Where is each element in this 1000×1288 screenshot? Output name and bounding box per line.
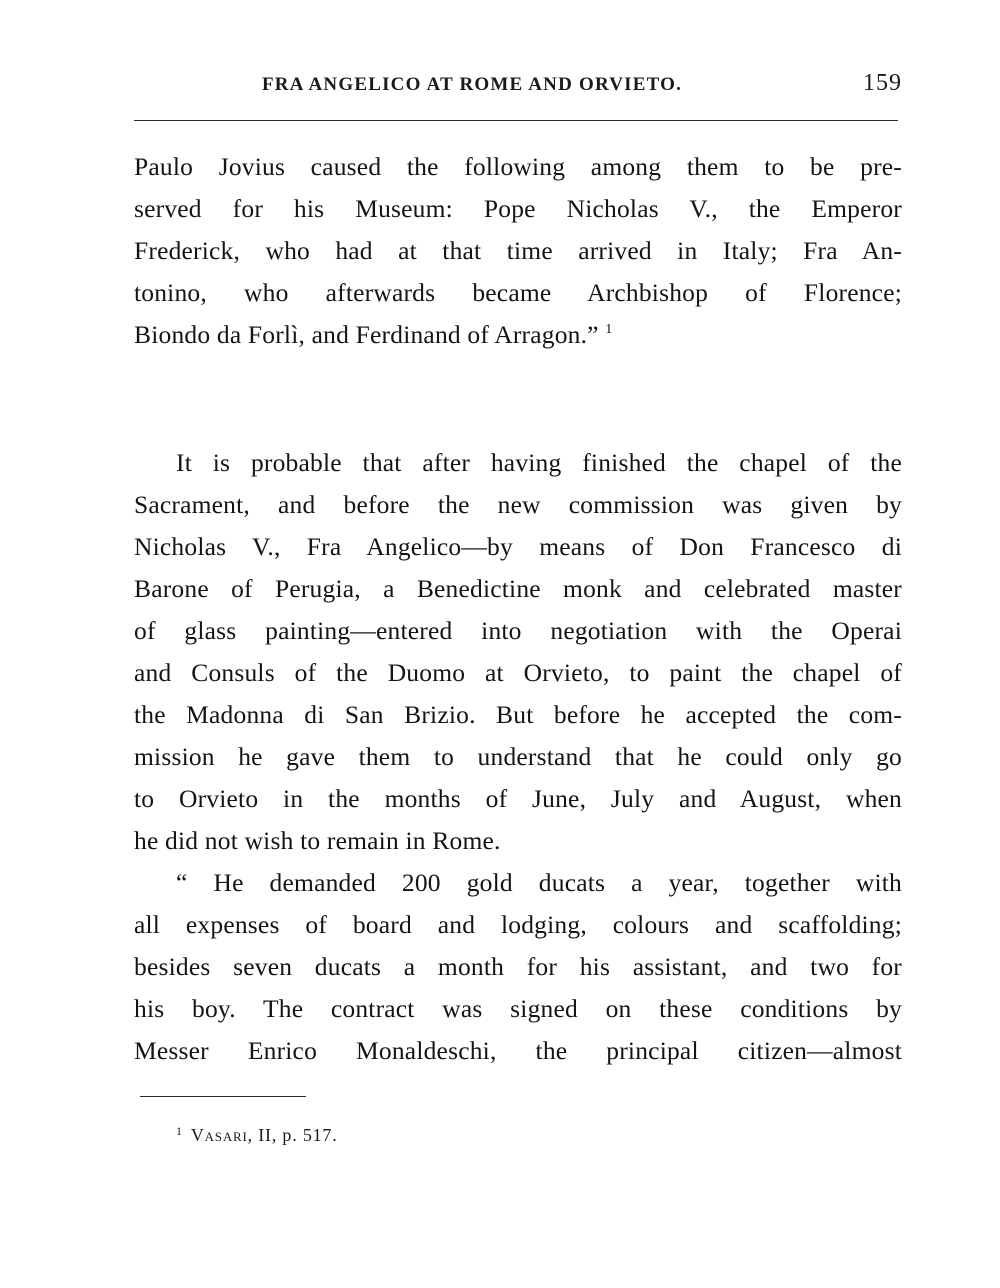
text-line: and Consuls of the Duomo at Orvieto, to paint the chapel of: [134, 658, 902, 687]
text-line: tonino, who afterwards became Archbishop of Florence;: [134, 278, 902, 307]
text-line: “ He demanded 200 gold ducats a year, together with: [176, 868, 902, 897]
paragraph-contract-terms: [134, 862, 902, 1072]
text-line: Frederick, who had at that time arrived in Italy; Fra An-: [134, 236, 902, 265]
footnote-number: 1: [176, 1124, 183, 1138]
text-line: he did not wish to remain in Rome.: [134, 826, 501, 855]
running-head: [134, 70, 902, 104]
text-line: Sacrament, and before the new commission was given by: [134, 490, 902, 519]
paragraph-orvieto-negotiation: [134, 442, 902, 862]
text-line: of glass painting—entered into negotiation with the Operai: [134, 616, 902, 645]
footnote-rule: [140, 1096, 306, 1097]
text-line: It is probable that after having finished the chapel of the: [176, 448, 902, 477]
text-line: his boy. The contract was signed on these conditions by: [134, 994, 902, 1023]
paragraph-continuation: [134, 146, 902, 356]
text-line-last: [134, 314, 902, 356]
page-number: 159: [863, 70, 902, 96]
text-line: Nicholas V., Fra Angelico—by means of Don Francesco di: [134, 532, 902, 561]
header-rule: [134, 120, 898, 121]
footnote-author: Vasari: [190, 1125, 248, 1145]
footnote-reference: 1: [605, 322, 613, 337]
text-line: Paulo Jovius caused the following among them to be pre-: [134, 152, 902, 181]
footnote: [176, 1124, 338, 1146]
text-line: to Orvieto in the months of June, July and August, when: [134, 784, 902, 813]
text-line: Barone of Perugia, a Benedictine monk and celebrated master: [134, 574, 902, 603]
text-line: Biondo da Forlì, and Ferdinand of Arragon.”: [134, 320, 599, 349]
running-title: FRA ANGELICO AT ROME AND ORVIETO.: [262, 74, 683, 95]
text-line: all expenses of board and lodging, colours and scaffolding;: [134, 910, 902, 939]
text-line: Messer Enrico Monaldeschi, the principal citizen—almost: [134, 1036, 902, 1065]
text-line: served for his Museum: Pope Nicholas V., the Emperor: [134, 194, 902, 223]
text-line: the Madonna di San Brizio. But before he accepted the com-: [134, 700, 902, 729]
text-line: mission he gave them to understand that he could only go: [134, 742, 902, 771]
footnote-reference-text: , II, p. 517.: [247, 1125, 338, 1145]
text-line: besides seven ducats a month for his assistant, and two for: [134, 952, 902, 981]
